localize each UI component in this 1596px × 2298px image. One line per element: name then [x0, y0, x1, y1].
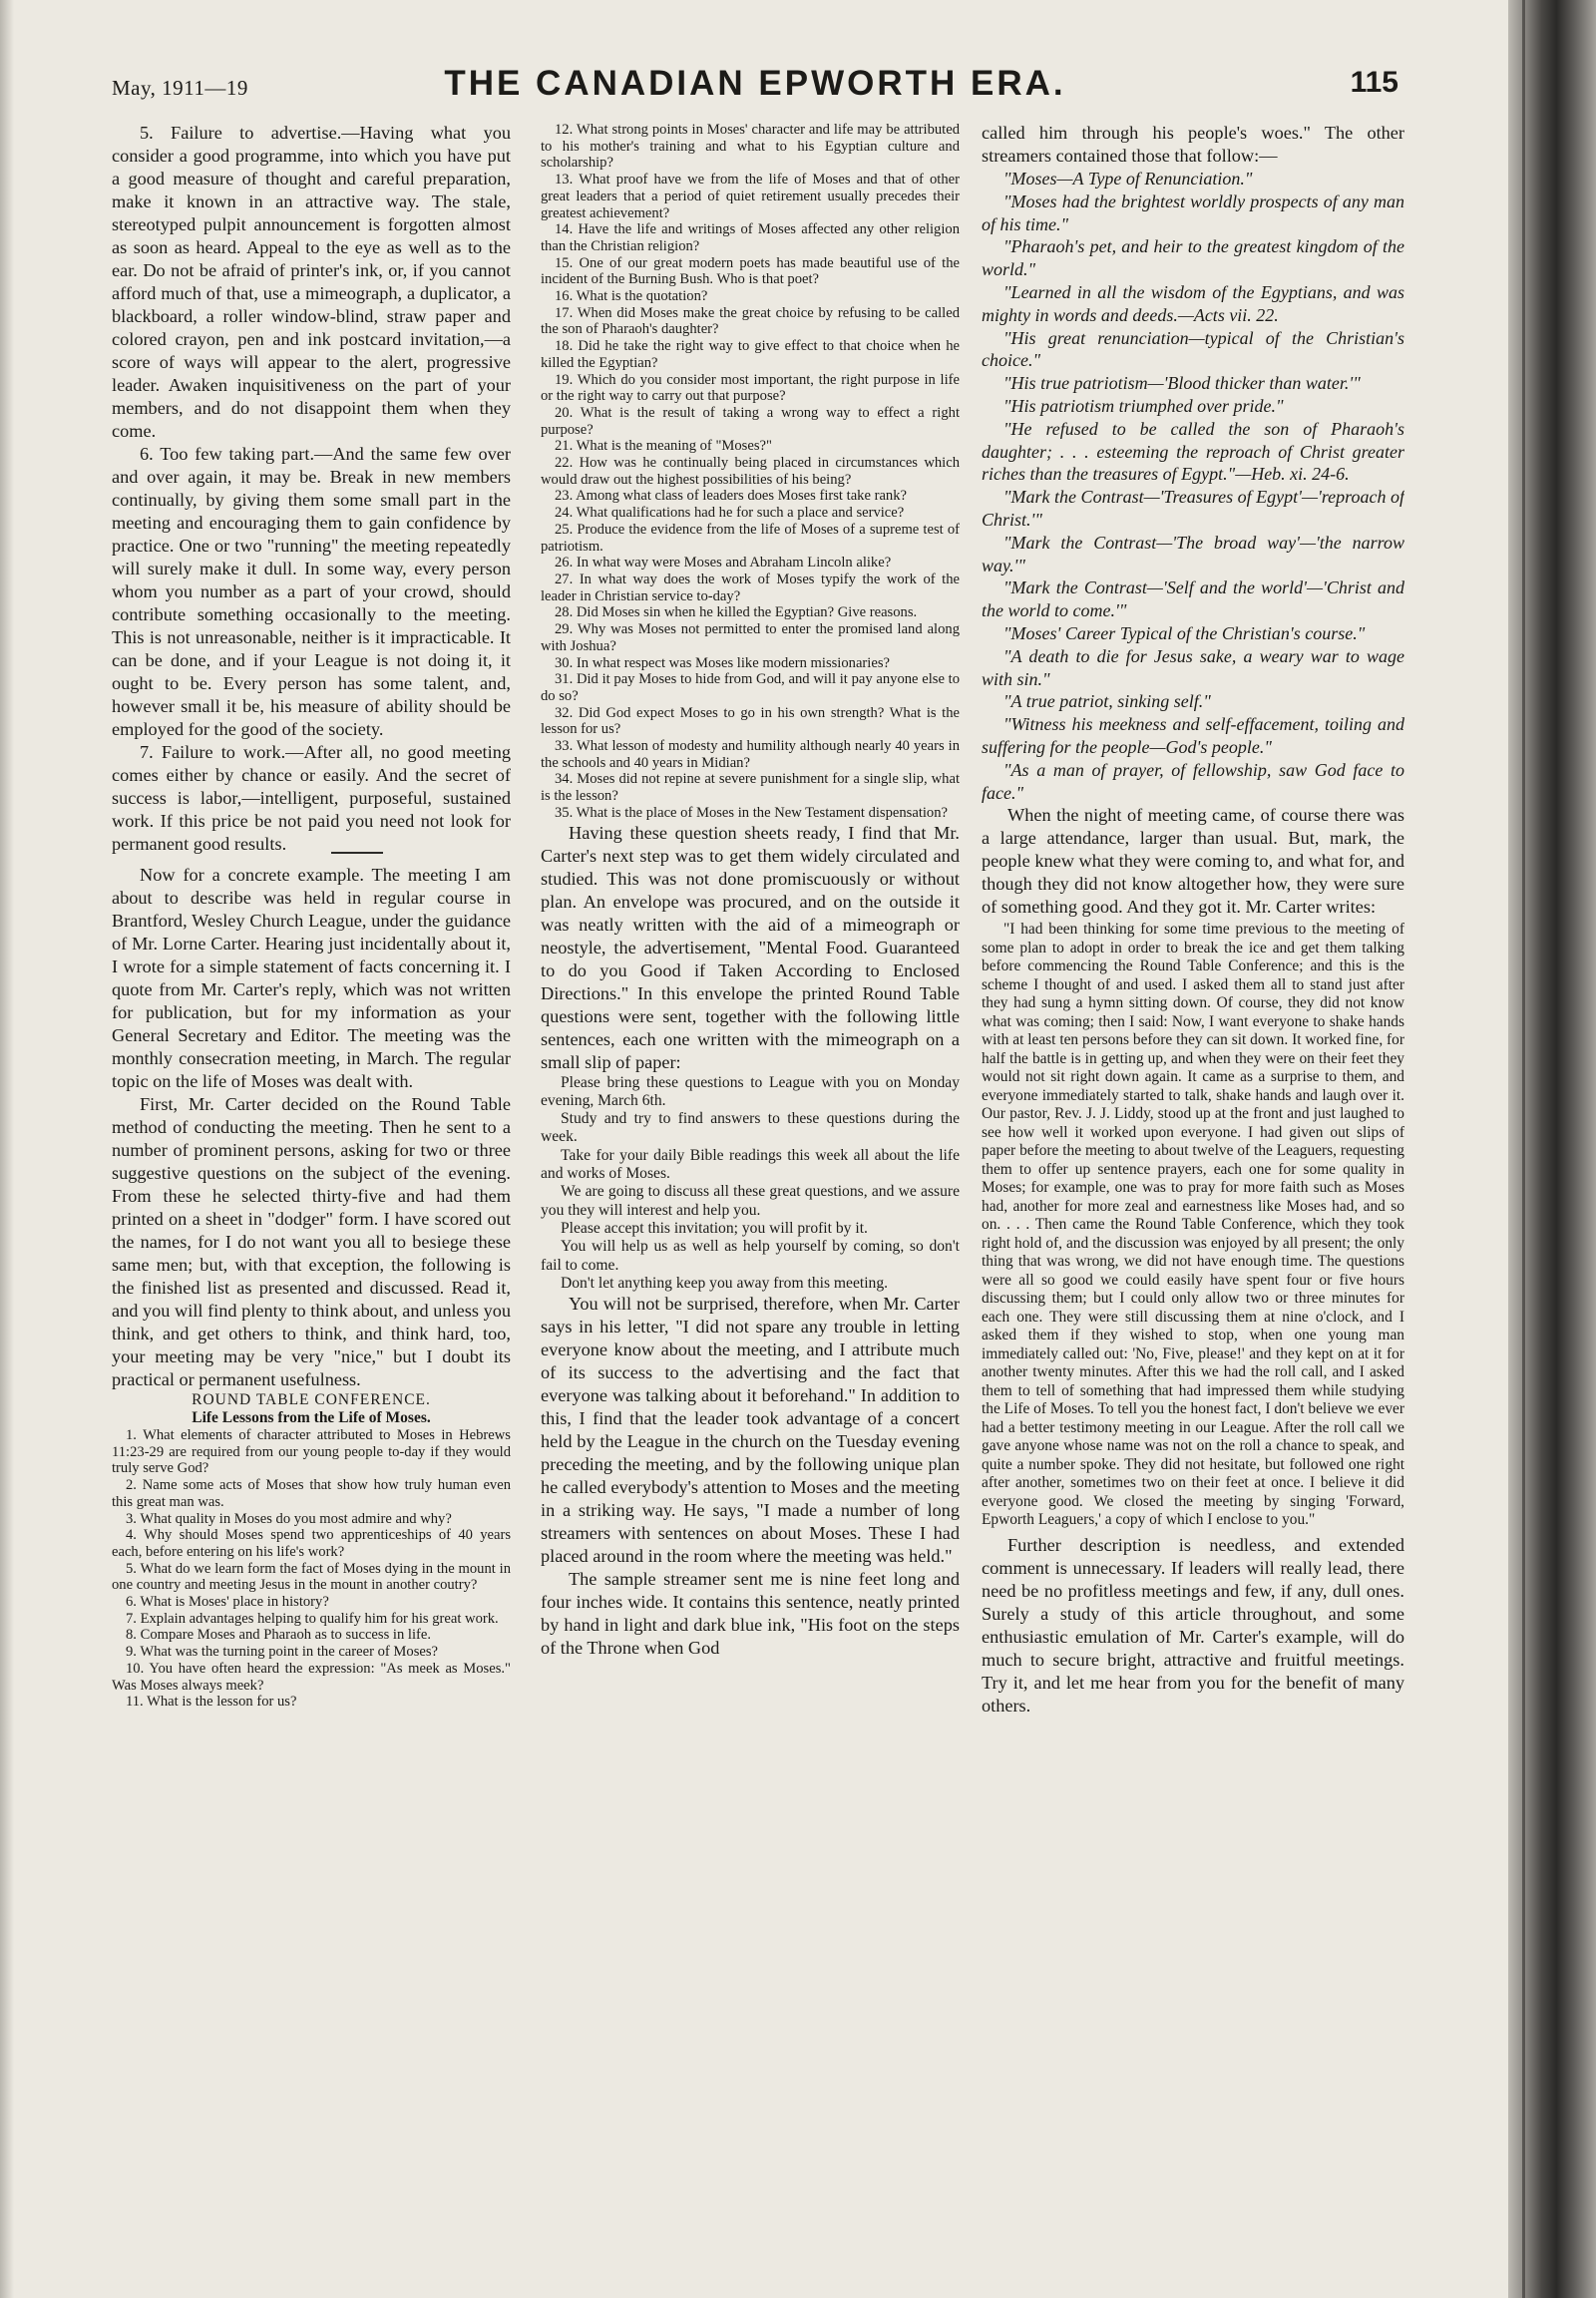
- question-item: 31. Did it pay Moses to hide from God, and will it pay anyone else to do so?: [541, 671, 960, 704]
- page-number: 115: [1350, 66, 1398, 99]
- column-right: [982, 122, 1404, 2156]
- question-item: 4. Why should Moses spend two apprenticeships of 40 years each, before entering on his life's work?: [112, 1527, 511, 1560]
- question-item: 33. What lesson of modesty and humility although nearly 40 years in the schools and 40 years in Midian?: [541, 738, 960, 771]
- paragraph: Having these question sheets ready, I find that Mr. Carter's next step was to get them widely circulated and studied. This was not done promiscuously or without plan. An envelope was procured, and on the outside it was neatly written with the aid of a mimeograph or neostyle, the advertisement, "Mental Food. Guaranteed to do you Good if Taken According to Enclosed Directions." In this envelope the printed Round Table questions were sent, together with the following little sentences, each one written with the mimeograph on a small slip of paper:: [541, 822, 960, 1072]
- slip-sentence: Please accept this invitation; you will profit by it.: [561, 1219, 868, 1237]
- page-header: [112, 64, 1398, 114]
- streamer-quote: "Mark the Contrast—'Self and the world'—'Christ and the world to come.'": [982, 577, 1404, 621]
- slip-sentence: Don't let anything keep you away from this meeting.: [561, 1274, 889, 1292]
- streamer-quote: "Moses had the brightest worldly prospects of any man of his time.": [982, 191, 1404, 234]
- streamer-quote: "His true patriotism—'Blood thicker than water.'": [1003, 373, 1361, 394]
- question-item: 13. What proof have we from the life of Moses and that of other great leaders that a period of quiet retirement usually precedes their greatest achievement?: [541, 172, 960, 221]
- question-item: 23. Among what class of leaders does Moses first take rank?: [555, 488, 908, 505]
- question-item: 17. When did Moses make the great choice by refusing to be called the son of Pharaoh's daughter?: [541, 304, 960, 338]
- slip-sentence: We are going to discuss all these great questions, and we assure you they will interest and help you.: [541, 1183, 960, 1219]
- slip-sentence: Please bring these questions to League with you on Monday evening, March 6th.: [541, 1073, 960, 1109]
- streamer-quote: "Pharaoh's pet, and heir to the greatest kingdom of the world.": [982, 236, 1404, 280]
- question-item: 34. Moses did not repine at severe punishment for a single slip, what is the lesson?: [541, 771, 960, 805]
- streamer-quote: "As a man of prayer, of fellowship, saw God face to face.": [982, 759, 1404, 803]
- paragraph: Now for a concrete example. The meeting I am about to describe was held in regular course in Brantford, Wesley Church League, under the guidance of Mr. Lorne Carter. Hearing just incidentally about it, I wrote for a simple statement of facts concerning it. I quote from Mr. Carter's reply, which was not written for publication, but for my information as your General Secretary and Editor. The meeting was the monthly consecration meeting, in March. The regular topic on the life of Moses was dealt with.: [112, 865, 511, 1091]
- question-item: 30. In what respect was Moses like modern missionaries?: [555, 654, 890, 671]
- question-item: 11. What is the lesson for us?: [126, 1694, 297, 1711]
- column-left: [112, 122, 511, 2156]
- question-item: 35. What is the place of Moses in the New Testament dispensation?: [555, 804, 949, 821]
- question-item: 25. Produce the evidence from the life of Moses of a supreme test of patriotism.: [541, 521, 960, 555]
- book-spine: [1508, 0, 1596, 2298]
- letter-excerpt: "I had been thinking for some time previous to the meeting of some plan to adopt in order to break the ice and get them talking before commencing the Round Table Conference; and this is the scheme I thought of and used. I asked them all to stand just after they had sung a hymn sitting down. Of course, they did not know what was coming; then I said: Now, I want everyone to shake hands with at least ten persons before they can sit down. It worked fine, for half the battle is in getting up, and when they were on their feet they would not sit right down again. It came as a surprise to them, and everyone immediately started to talk, shake hands and laugh over it. Our pastor, Rev. J. J. Liddy, stood up at the front and just laughed to see how well it worked upon everyone. I had given out slips of paper before the meeting to about twelve of the Leaguers, requesting them to offer up sentence prayers, each one for some quality in Moses; for example, one was to pray for more faith such as Moses had, another for more zeal and earnestness like Moses had, and so on. . . . Then came the Round Table Conference, which they took right hold of, and the discussion was enjoyed by all present; the only thing that was wrong, we did not have enough time. The questions were all so good we could easily have spent four or five hours discussing them; but I could only allow two or three minutes for each one. They were still discussing them at nine o'clock, and I asked them if they wished to stop, when one young man immediately called out: 'No, Five, please!' and they kept on at it for another twenty minutes. After this we had the roll call, and I asked them to tell of something that had impressed them while studying the Life of Moses. To tell you the honest fact, I don't believe we ever had a better testimony meeting in our League. After the roll call we gave anyone whose name was not on the roll a chance to speak, and quite a number spoke. They did not hesitate, but followed one right after another, sometimes two on their feet at once. I believe it did everyone good. We closed the meeting by singing 'Forward, Epworth Leaguers,' a copy of which I enclose to you.": [982, 921, 1404, 1529]
- question-item: 14. Have the life and writings of Moses affected any other religion than the Christian religion?: [541, 221, 960, 254]
- question-item: 22. How was he continually being placed in circumstances which would draw out the highest possibilities of his being?: [541, 455, 960, 488]
- streamer-quote: "Mark the Contrast—'The broad way'—'the narrow way.'": [982, 532, 1404, 575]
- section-subtitle: Life Lessons from the Life of Moses.: [192, 1409, 431, 1426]
- streamer-quote: "He refused to be called the son of Pharaoh's daughter; . . . esteeming the reproach of Christ greater riches than the treasures of Egypt."—Heb. xi. 24-6.: [982, 418, 1404, 485]
- question-item: 6. What is Moses' place in history?: [126, 1594, 329, 1611]
- streamer-quote: "His patriotism triumphed over pride.": [1003, 395, 1284, 416]
- section-title: ROUND TABLE CONFERENCE.: [192, 1391, 431, 1408]
- slip-sentence: Take for your daily Bible readings this week all about the life and works of Moses.: [541, 1146, 960, 1183]
- streamer-quote: "Mark the Contrast—'Treasures of Egypt'—'reproach of Christ.'": [982, 487, 1404, 530]
- question-item: 27. In what way does the work of Moses typify the work of the leader in Christian service to-day?: [541, 571, 960, 604]
- question-item: 3. What quality in Moses do you most admire and why?: [126, 1510, 452, 1527]
- question-item: 24. What qualifications had he for such a place and service?: [555, 505, 905, 522]
- question-item: 7. Explain advantages helping to qualify him for his great work.: [126, 1610, 499, 1627]
- question-item: 8. Compare Moses and Pharaoh as to success in life.: [126, 1627, 431, 1644]
- streamer-quote: "Witness his meekness and self-effacement, toiling and suffering for the people—God's people.": [982, 714, 1404, 757]
- paragraph: You will not be surprised, therefore, when Mr. Carter says in his letter, "I did not spare any trouble in letting everyone know about the meeting, and I attribute much of its success to the advertising and the fact that everyone was talking about it beforehand." In addition to this, I find that the leader took advantage of a concert held by the League in the church on the Tuesday evening preceding the meeting, and by the following unique plan he called everybody's attention to Moses and the meeting in a striking way. He says, "I made a number of long streamers with sentences on about Moses. These I had placed around in the room where the meeting was held.": [541, 1294, 960, 1567]
- paragraph: The sample streamer sent me is nine feet long and four inches wide. It contains this sentence, neatly printed by hand in light and dark blue ink, "His foot on the steps of the Throne when God: [541, 1569, 960, 1659]
- question-item: 32. Did God expect Moses to go in his own strength? What is the lesson for us?: [541, 704, 960, 738]
- streamer-quote: "Learned in all the wisdom of the Egyptians, and was mighty in words and deeds.—Acts vii. 22.: [982, 281, 1404, 325]
- streamer-quote: "His great renunciation—typical of the Christian's choice.": [982, 327, 1404, 371]
- question-item: 2. Name some acts of Moses that show how truly human even this great man was.: [112, 1477, 511, 1510]
- streamer-quote: "A true patriot, sinking self.": [1003, 691, 1211, 712]
- magazine-title: THE CANADIAN EPWORTH ERA.: [444, 64, 1066, 103]
- question-item: 15. One of our great modern poets has made beautiful use of the incident of the Burning Bush. Who is that poet?: [541, 254, 960, 288]
- question-item: 18. Did he take the right way to give effect to that choice when he killed the Egyptian?: [541, 338, 960, 371]
- issue-date: May, 1911—19: [112, 76, 248, 100]
- question-item: 21. What is the meaning of "Moses?": [555, 438, 772, 455]
- paragraph: First, Mr. Carter decided on the Round Table method of conducting the meeting. Then he sent to a number of prominent persons, asking for two or three suggestive questions on the subject of the evening. From these he selected thirty-five and had them printed on a sheet in "dodger" form. I have scored out the names, for I do not want you all to besiege these same men; but, with that exception, the following is the finished list as presented and discussed. Read it, and you will find plenty to think about, and unless you think, and get others to think, and think hard, too, your meeting may be very "nice," but I doubt its practical or permanent usefulness.: [112, 1094, 511, 1389]
- slip-sentence: You will help us as well as help yourself by coming, so don't fail to come.: [541, 1238, 960, 1274]
- question-item: 1. What elements of character attributed to Moses in Hebrews 11:23-29 are required from our young people to-day if they would truly serve God?: [112, 1427, 511, 1477]
- paragraph: 6. Too few taking part.—And the same few over and over again, it may be. Break in new members continually, by giving them some small part in the meeting and encouraging them to gain confidence by practice. One or two "running" the meeting repeatedly will surely make it dull. In some way, every person whom you number as a part of your crowd, should contribute something occasionally to the meeting. This is not unreasonable, neither is it impracticable. It can be done, and if your League is not doing it, it ought to be. Every person has some talent, and, however small it be, his measure of ability should be employed for the good of the society.: [112, 444, 511, 739]
- question-item: 10. You have often heard the expression: "As meek as Moses." Was Moses always meek?: [112, 1660, 511, 1694]
- paragraph: 7. Failure to work.—After all, no good meeting comes either by chance or easily. And the secret of success is labor,—intelligent, purposeful, sustained work. If this price be not paid you need not look for permanent good results.: [112, 742, 511, 854]
- page-left-edge: [0, 0, 14, 2298]
- streamer-quote: "Moses' Career Typical of the Christian's course.": [1003, 622, 1366, 643]
- section-divider: [331, 852, 383, 854]
- question-item: 5. What do we learn form the fact of Moses dying in the mount in one country and meeting Jesus in the mount in another coutry?: [112, 1560, 511, 1594]
- paragraph: 5. Failure to advertise.—Having what you consider a good programme, into which you have put a good measure of thought and careful preparation, make it known in an attractive way. The stale, stereotyped pulpit announcement is forgotten almost as soon as heard. Appeal to the eye as well as to the ear. Do not be afraid of printer's ink, or, if you cannot afford much of that, use a mimeograph, a duplicator, a blackboard, a roller window-blind, straw paper and colored crayon, pen and ink postcard invitation,—a score of ways will appear to the alert, progressive leader. Awaken inquisitiveness on the part of your members, and do not disappoint them when they come.: [112, 123, 511, 441]
- question-item: 16. What is the quotation?: [555, 288, 708, 305]
- question-item: 19. Which do you consider most important, the right purpose in life or the right way to carry out that purpose?: [541, 371, 960, 405]
- question-item: 20. What is the result of taking a wrong way to effect a right purpose?: [541, 404, 960, 438]
- column-middle: [541, 122, 960, 2156]
- question-item: 29. Why was Moses not permitted to enter the promised land along with Joshua?: [541, 621, 960, 654]
- question-item: 9. What was the turning point in the career of Moses?: [126, 1644, 439, 1661]
- slip-sentence: Study and try to find answers to these questions during the week.: [541, 1110, 960, 1146]
- streamer-quote: "A death to die for Jesus sake, a weary war to wage with sin.": [982, 645, 1404, 689]
- paragraph: called him through his people's woes." The other streamers contained those that follow:—: [982, 123, 1404, 166]
- question-item: 12. What strong points in Moses' character and life may be attributed to his mother's training and what to his Egyptian culture and scholarship?: [541, 122, 960, 172]
- paragraph: Further description is needless, and extended comment is unnecessary. If leaders will really lead, there need be no profitless meetings and few, if any, dull ones. Surely a study of this article throughout, and some enthusiastic emulation of Mr. Carter's example, will do much to secure bright, attractive and fruitful meetings. Try it, and let me hear from you for the benefit of many others.: [982, 1534, 1404, 1716]
- question-item: 28. Did Moses sin when he killed the Egyptian? Give reasons.: [555, 604, 918, 621]
- streamer-quote: "Moses—A Type of Renunciation.": [1003, 169, 1253, 189]
- paragraph: When the night of meeting came, of course there was a large attendance, larger than usual. But, mark, the people knew what they were coming to, and what for, and though they did not know altogether how, they were sure of something good. And they got it. Mr. Carter writes:: [982, 805, 1404, 918]
- question-item: 26. In what way were Moses and Abraham Lincoln alike?: [555, 555, 892, 572]
